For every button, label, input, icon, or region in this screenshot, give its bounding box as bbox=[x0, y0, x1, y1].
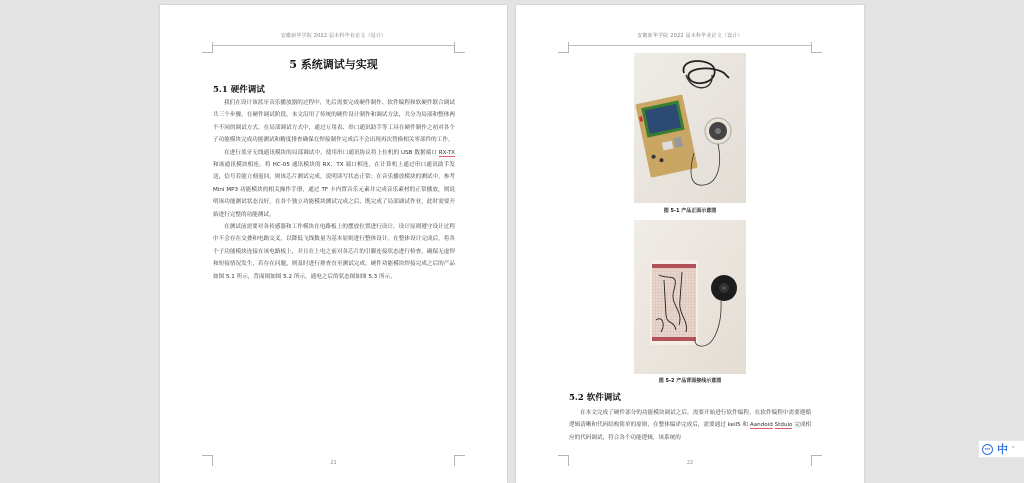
page-number: 22 bbox=[686, 460, 694, 466]
page-number: 21 bbox=[330, 460, 337, 466]
product-back-image bbox=[634, 220, 746, 374]
header-rule bbox=[213, 45, 454, 46]
section-title: 5.2 软件调试 bbox=[569, 393, 621, 403]
paragraph-text: 在进行蓝牙无线通讯模块的局部调试中，使用串口通讯协议将上位机的 USB 数据端口 bbox=[224, 149, 439, 156]
margin-corner-mark bbox=[454, 42, 465, 53]
ime-language-indicator[interactable] bbox=[978, 440, 1024, 458]
section-title: 5.1 硬件调试 bbox=[213, 85, 265, 95]
paragraph-text: 在本文完成了硬件部分的功能模块调试之后，需要开始进行软件编程。在软件编程中需要遵循逻辑清晰和代码结构简单的原则，在整体编译完成后，需要通过 keil5 和 bbox=[569, 410, 811, 429]
paragraph-text: 和该通讯模块相连，将 HC-05 通讯模块的 RX、TX 端口相连，在计算机上通过串口通讯助手发送，信号若能立刻返回，则该芯片测试完成，说明读写状态正常；在音乐播放模块的测试中，参考 Mini MP3 功能模块的相关操作手册，通过 TF 卡内置音乐元素并完成音乐素材的正常播放，则说明该功能测试状态良好。在各个独立功能模块测试完成之后，既完成了局部调试作业，此时需要开始进行完整的功能测试。 bbox=[213, 162, 455, 218]
ime-logo-icon[interactable]: PLT bbox=[982, 444, 993, 455]
spellcheck-underlined-word: RX-TX bbox=[438, 149, 455, 156]
header-rule bbox=[569, 45, 811, 46]
figure-caption: 图 5-1 产品正面示意图 bbox=[663, 208, 717, 214]
ime-punctuation-toggle[interactable]: ' bbox=[1012, 444, 1015, 454]
figure-product-back-wiring-photo bbox=[634, 220, 746, 374]
paragraph bbox=[213, 147, 455, 221]
running-header: 安徽新华学院 2022 届本科毕业论文（设计） bbox=[280, 33, 387, 39]
running-header: 安徽新华学院 2022 届本科毕业论文（设计） bbox=[637, 33, 743, 39]
spellcheck-underlined-word: Aandoid bbox=[749, 422, 773, 429]
figure-product-front-photo bbox=[634, 53, 746, 203]
body-text bbox=[569, 407, 811, 444]
document-page-21 bbox=[160, 5, 507, 483]
spellcheck-underlined-word: Stduio bbox=[774, 422, 793, 429]
paragraph-text: 完成相应的代码调试，符合各个功能逻辑，该系统的 bbox=[569, 422, 812, 441]
figure-caption: 图 5-2 产品背面接线示意图 bbox=[658, 378, 722, 384]
margin-corner-mark bbox=[202, 42, 213, 53]
paragraph bbox=[569, 407, 811, 444]
ime-language-toggle[interactable]: 中 bbox=[997, 443, 1008, 456]
paragraph: 在测试前需要对各传感器和工作模块在电路板上的摆放位置进行设计，设计原则遵守设计过程中不会存在交叠和电路交叉，以降低飞线数量为基本原则进行整体设计。在整体设计完成后，将各个子功能模块连接在该电路板上，并且在上电之前对各芯片的引脚连接状态进行检查，确保无虚焊和短接情况发生，若存在问题，则及时进行排查直至测试完成。硬件功能模块焊接完成之后的产品如图 5.1 所示，背面图如图 5.2 所示，通电之后的状态图如图 5.3 所示。 bbox=[213, 224, 455, 280]
product-front-image bbox=[634, 53, 746, 203]
body-text bbox=[213, 97, 455, 283]
document-page-22 bbox=[516, 5, 864, 483]
margin-corner-mark bbox=[558, 42, 569, 53]
paragraph: 我们在设计该蓝牙音乐播放器的过程中，先后需要完成硬件制作、软件编程和软硬件联合调试共三个步骤。在硬件调试阶段，本文沿用了传统的硬件设计制作和调试方法，共分为局部和整体两个不同的调试方式。在局部调试方式中，通过万用表、串口通讯助手等工具在硬件制作之初对各个子功能模块完成功能测试和精度排查确保在焊接制作完成后不会出现再次替换相关零部件的工作。 bbox=[213, 100, 455, 144]
margin-corner-mark bbox=[811, 42, 822, 53]
chapter-title: 5 系统调试与实现 bbox=[289, 58, 378, 71]
